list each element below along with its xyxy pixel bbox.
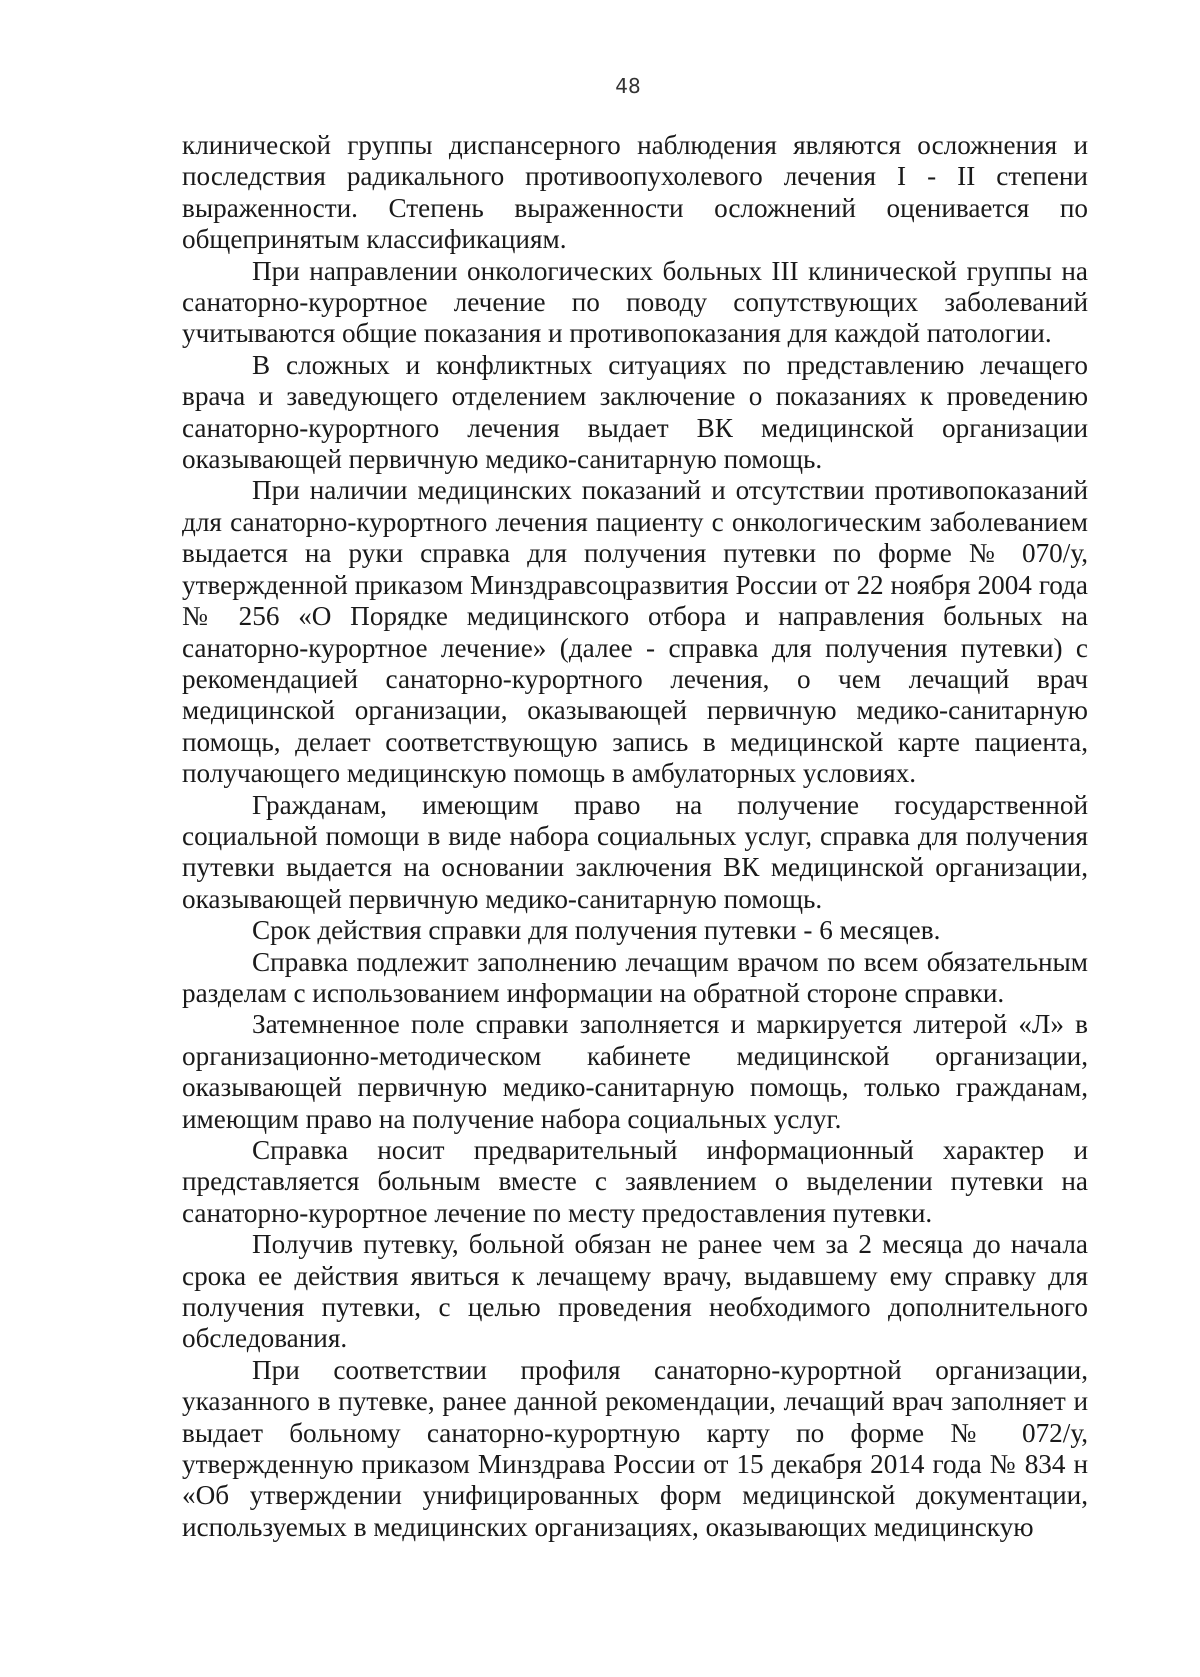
paragraph: При направлении онкологических больных III клинической группы на санаторно-курортное лечение по поводу сопутствующих заболеваний учитываются общие показания и противопоказания для каждой патологии. <box>182 255 1088 349</box>
paragraph: Затемненное поле справки заполняется и маркируется литерой «Л» в организационно-методическом кабинете медицинской организации, оказывающей первичную медико-санитарную помощь, только гражданам, имеющим право на получение набора социальных услуг. <box>182 1009 1088 1134</box>
paragraph: Справка подлежит заполнению лечащим врачом по всем обязательным разделам с использованием информации на обратной стороне справки. <box>182 946 1088 1008</box>
paragraph: В сложных и конфликтных ситуациях по представлению лечащего врача и заведующего отделением заключение о показаниях к проведению санаторно-курортного лечения выдает ВК медицинской организации оказывающей первичную медико-санитарную помощь. <box>182 349 1088 475</box>
paragraph: клинической группы диспансерного наблюдения являются осложнения и последствия радикального противоопухолевого лечения I - II степени выраженности. Степень выраженности осложнений оценивается по общепринятым классификациям. <box>182 130 1088 255</box>
paragraph: При наличии медицинских показаний и отсутствии противопоказаний для санаторно-курортного лечения пациенту с онкологическим заболеванием выдается на руки справка для получения путевки по форме № 070/у, утвержденной приказом Минздравсоцразвития России от 22 ноября 2004 года № 256 «О Порядке медицинского отбора и направления больных на санаторно-курортное лечение» (далее - справка для получения путевки) с рекомендацией санаторно-курортного лечения, о чем лечащий врач медицинской организации, оказывающей первичную медико-санитарную помощь, делает соответствующую запись в медицинской карте пациента, получающего медицинскую помощь в амбулаторных условиях. <box>182 475 1088 789</box>
paragraph: Срок действия справки для получения путевки - 6 месяцев. <box>252 915 941 946</box>
paragraph: Справка носит предварительный информационный характер и представляется больным вместе с заявлением о выделении путевки на санаторно-курортное лечение по месту предоставления путевки. <box>182 1135 1088 1228</box>
page-number: 48 <box>615 74 641 98</box>
paragraph: При соответствии профиля санаторно-курортной организации, указанного в путевке, ранее данной рекомендации, лечащий врач заполняет и выдает больному санаторно-курортную карту по форме № 072/у, утвержденную приказом Минздрава России от 15 декабря 2014 года № 834 н «Об утверждении унифицированных форм медицинской документации, используемых в медицинских организациях, оказывающих медицинскую <box>182 1354 1088 1542</box>
paragraph: Получив путевку, больной обязан не ранее чем за 2 месяца до начала срока ее действия явиться к лечащему врачу, выдавшему ему справку для получения путевки, с целью проведения необходимого дополнительного обследования. <box>182 1229 1088 1354</box>
paragraph: Гражданам, имеющим право на получение государственной социальной помощи в виде набора социальных услуг, справка для получения путевки выдается на основании заключения ВК медицинской организации, оказывающей первичную медико-санитарную помощь. <box>182 789 1088 914</box>
body-text <box>182 130 1088 1543</box>
